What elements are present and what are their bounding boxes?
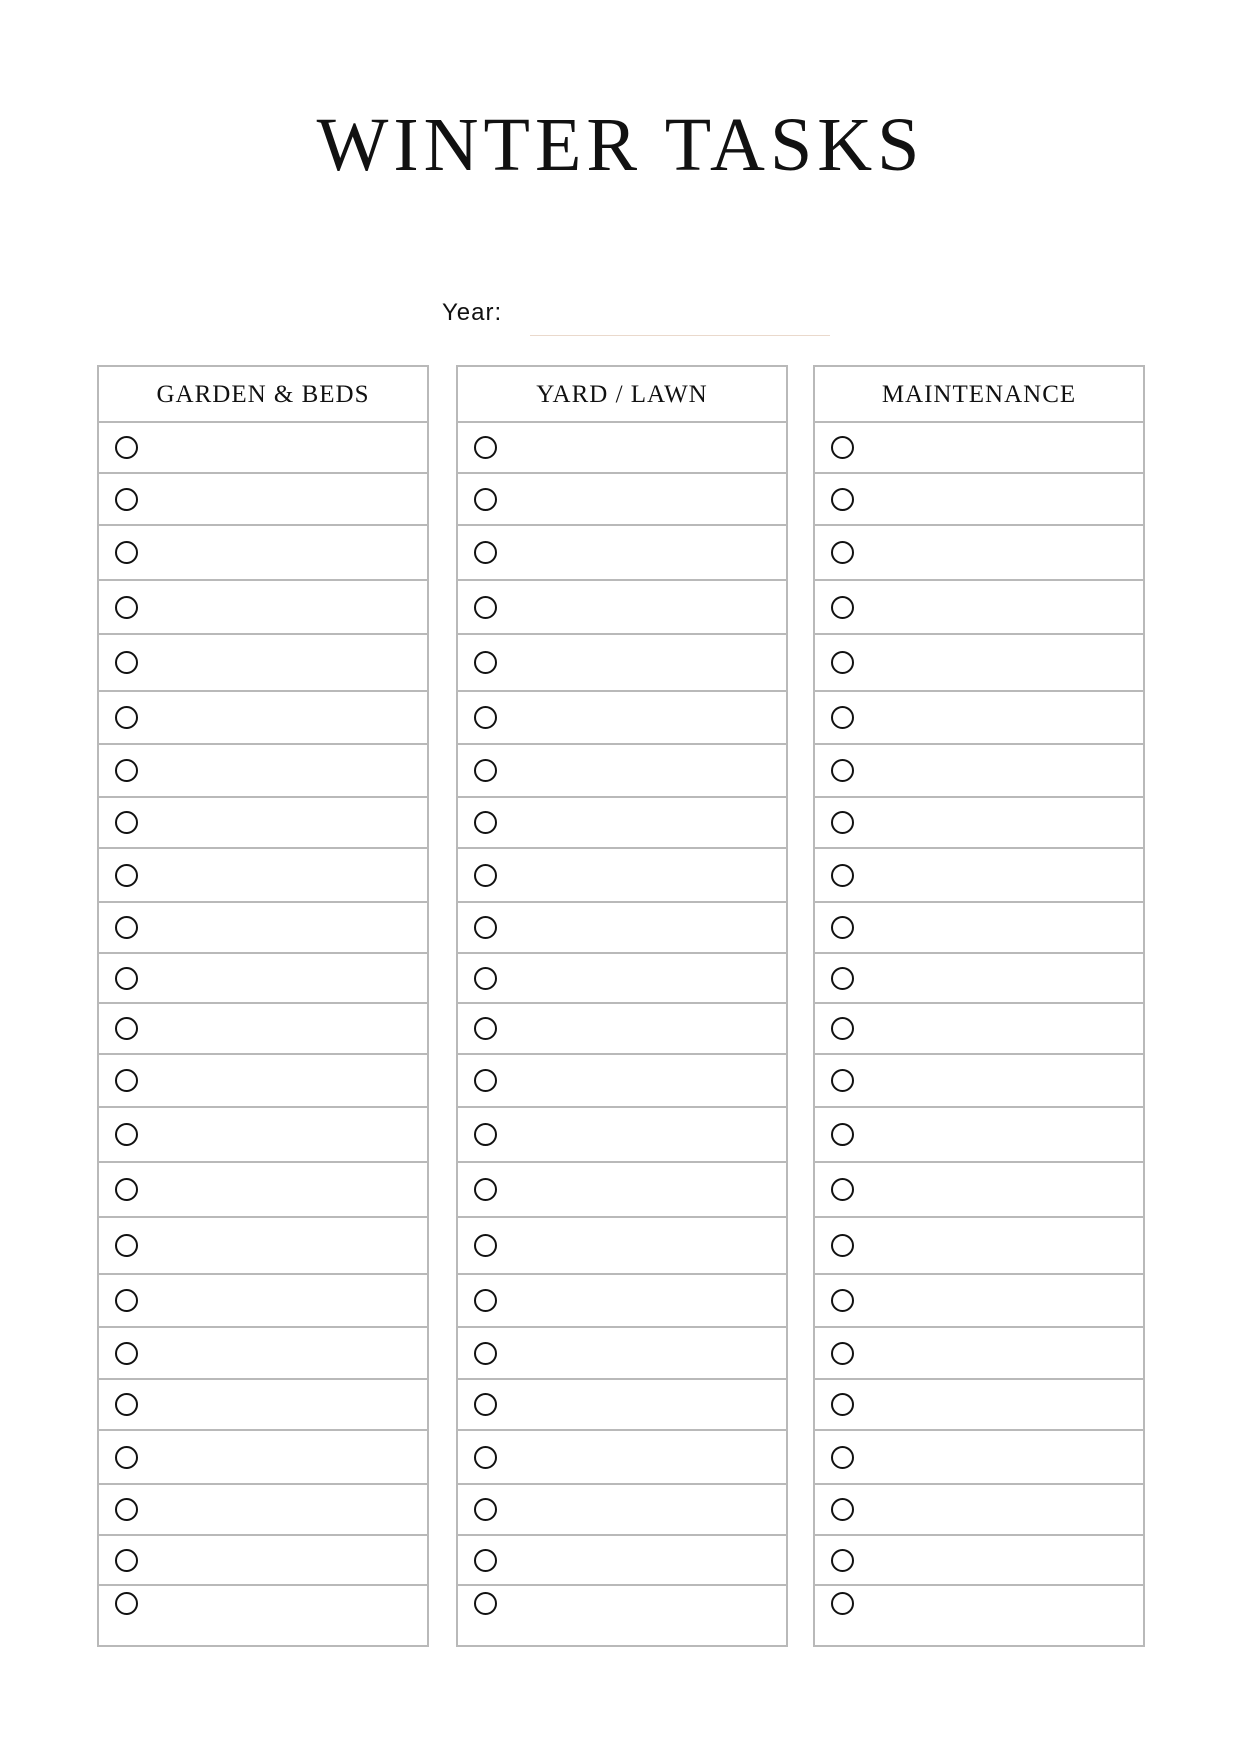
- task-row[interactable]: [815, 1108, 1143, 1163]
- task-row[interactable]: [458, 1431, 786, 1485]
- checkbox-circle-icon[interactable]: [115, 864, 138, 887]
- checkbox-circle-icon[interactable]: [831, 759, 854, 782]
- checkbox-circle-icon[interactable]: [831, 1178, 854, 1201]
- task-row[interactable]: [99, 581, 427, 635]
- checkbox-circle-icon[interactable]: [474, 1549, 497, 1572]
- task-row[interactable]: [99, 1218, 427, 1275]
- checkbox-circle-icon[interactable]: [115, 1069, 138, 1092]
- checkbox-circle-icon[interactable]: [474, 1498, 497, 1521]
- task-row[interactable]: [99, 1163, 427, 1218]
- checkbox-circle-icon[interactable]: [115, 1446, 138, 1469]
- checkbox-circle-icon[interactable]: [474, 651, 497, 674]
- task-row[interactable]: [458, 526, 786, 581]
- task-row[interactable]: [458, 1328, 786, 1380]
- task-row[interactable]: [99, 635, 427, 692]
- task-row[interactable]: [815, 1485, 1143, 1536]
- checkbox-circle-icon[interactable]: [474, 1446, 497, 1469]
- checkbox-circle-icon[interactable]: [115, 1234, 138, 1257]
- task-row[interactable]: [99, 745, 427, 798]
- task-row[interactable]: [458, 1108, 786, 1163]
- task-row[interactable]: [815, 474, 1143, 526]
- checkbox-circle-icon[interactable]: [115, 916, 138, 939]
- checkbox-circle-icon[interactable]: [831, 967, 854, 990]
- checkbox-circle-icon[interactable]: [115, 1549, 138, 1572]
- checkbox-circle-icon[interactable]: [831, 1549, 854, 1572]
- checkbox-circle-icon[interactable]: [831, 596, 854, 619]
- task-row[interactable]: [99, 423, 427, 474]
- checkbox-circle-icon[interactable]: [474, 706, 497, 729]
- checkbox-circle-icon[interactable]: [474, 1592, 497, 1615]
- checkbox-circle-icon[interactable]: [474, 596, 497, 619]
- task-row[interactable]: [99, 954, 427, 1004]
- checkbox-circle-icon[interactable]: [474, 916, 497, 939]
- checkbox-circle-icon[interactable]: [474, 1017, 497, 1040]
- task-row[interactable]: [815, 692, 1143, 745]
- checkbox-circle-icon[interactable]: [831, 1289, 854, 1312]
- checkbox-circle-icon[interactable]: [474, 811, 497, 834]
- task-row[interactable]: [99, 692, 427, 745]
- checkbox-circle-icon[interactable]: [474, 1393, 497, 1416]
- checkbox-circle-icon[interactable]: [115, 596, 138, 619]
- checkbox-circle-icon[interactable]: [474, 541, 497, 564]
- task-row[interactable]: [99, 1055, 427, 1108]
- checkbox-circle-icon[interactable]: [831, 811, 854, 834]
- task-row[interactable]: [458, 1485, 786, 1536]
- checkbox-circle-icon[interactable]: [474, 488, 497, 511]
- checkbox-circle-icon[interactable]: [115, 436, 138, 459]
- checkbox-circle-icon[interactable]: [474, 759, 497, 782]
- task-row[interactable]: [815, 423, 1143, 474]
- checkbox-circle-icon[interactable]: [115, 1342, 138, 1365]
- checkbox-circle-icon[interactable]: [115, 1178, 138, 1201]
- checkbox-circle-icon[interactable]: [831, 1069, 854, 1092]
- task-row[interactable]: [99, 526, 427, 581]
- task-row[interactable]: [815, 1431, 1143, 1485]
- task-row[interactable]: [815, 1218, 1143, 1275]
- checkbox-circle-icon[interactable]: [115, 811, 138, 834]
- checkbox-circle-icon[interactable]: [474, 1234, 497, 1257]
- year-label: Year:: [442, 299, 503, 326]
- checkbox-circle-icon[interactable]: [831, 1446, 854, 1469]
- checkbox-circle-icon[interactable]: [831, 706, 854, 729]
- checkbox-circle-icon[interactable]: [474, 1342, 497, 1365]
- task-row[interactable]: [815, 581, 1143, 635]
- checkbox-circle-icon[interactable]: [831, 916, 854, 939]
- checkbox-circle-icon[interactable]: [115, 967, 138, 990]
- task-list-maintenance: [815, 423, 1143, 1650]
- column-header-yard-lawn: YARD / LAWN: [458, 367, 786, 423]
- task-row[interactable]: [458, 745, 786, 798]
- task-row[interactable]: [815, 798, 1143, 849]
- checkbox-circle-icon[interactable]: [474, 1178, 497, 1201]
- checkbox-circle-icon[interactable]: [115, 488, 138, 511]
- task-row[interactable]: [99, 1108, 427, 1163]
- checkbox-circle-icon[interactable]: [831, 864, 854, 887]
- task-row[interactable]: [99, 903, 427, 954]
- year-input-line[interactable]: [530, 335, 830, 336]
- column-header-garden-beds: GARDEN & BEDS: [99, 367, 427, 423]
- task-row[interactable]: [458, 692, 786, 745]
- task-row[interactable]: [99, 1431, 427, 1485]
- task-row[interactable]: [458, 474, 786, 526]
- task-row[interactable]: [815, 526, 1143, 581]
- task-row[interactable]: [99, 474, 427, 526]
- column-header-maintenance: MAINTENANCE: [815, 367, 1143, 423]
- checkbox-circle-icon[interactable]: [474, 436, 497, 459]
- task-row[interactable]: [815, 1055, 1143, 1108]
- checkbox-circle-icon[interactable]: [831, 1342, 854, 1365]
- checkbox-circle-icon[interactable]: [831, 651, 854, 674]
- checkbox-circle-icon[interactable]: [474, 1069, 497, 1092]
- checkbox-circle-icon[interactable]: [115, 1393, 138, 1416]
- column-garden-beds: [97, 365, 429, 1647]
- checkbox-circle-icon[interactable]: [474, 1289, 497, 1312]
- task-row[interactable]: [458, 1536, 786, 1586]
- page-title: WINTER TASKS: [316, 103, 925, 187]
- checkbox-circle-icon[interactable]: [115, 759, 138, 782]
- task-row[interactable]: [458, 1586, 786, 1650]
- task-row[interactable]: [815, 635, 1143, 692]
- task-row[interactable]: [458, 581, 786, 635]
- task-row[interactable]: [99, 1004, 427, 1055]
- checkbox-circle-icon[interactable]: [115, 1289, 138, 1312]
- checkbox-circle-icon[interactable]: [474, 967, 497, 990]
- checkbox-circle-icon[interactable]: [474, 1123, 497, 1146]
- checkbox-circle-icon[interactable]: [115, 651, 138, 674]
- task-row[interactable]: [458, 1163, 786, 1218]
- checkbox-circle-icon[interactable]: [831, 1393, 854, 1416]
- column-yard-lawn: [456, 365, 788, 1647]
- task-row[interactable]: [815, 954, 1143, 1004]
- task-row[interactable]: [458, 635, 786, 692]
- column-maintenance: [813, 365, 1145, 1647]
- task-row[interactable]: [458, 423, 786, 474]
- checkbox-circle-icon[interactable]: [115, 706, 138, 729]
- task-list-garden-beds: [99, 423, 427, 1650]
- checkbox-circle-icon[interactable]: [831, 541, 854, 564]
- task-row[interactable]: [815, 1004, 1143, 1055]
- task-row[interactable]: [458, 954, 786, 1004]
- checkbox-circle-icon[interactable]: [474, 864, 497, 887]
- task-row[interactable]: [458, 1055, 786, 1108]
- task-row[interactable]: [458, 903, 786, 954]
- checkbox-circle-icon[interactable]: [115, 1123, 138, 1146]
- task-row[interactable]: [458, 1275, 786, 1328]
- task-row[interactable]: [99, 1536, 427, 1586]
- checkbox-circle-icon[interactable]: [831, 1017, 854, 1040]
- task-row[interactable]: [99, 1380, 427, 1431]
- checkbox-circle-icon[interactable]: [831, 1123, 854, 1146]
- task-row[interactable]: [458, 1218, 786, 1275]
- checkbox-circle-icon[interactable]: [831, 436, 854, 459]
- task-row[interactable]: [815, 903, 1143, 954]
- task-row[interactable]: [815, 1380, 1143, 1431]
- task-row[interactable]: [815, 1275, 1143, 1328]
- task-row[interactable]: [99, 1275, 427, 1328]
- task-row[interactable]: [99, 1328, 427, 1380]
- task-row[interactable]: [458, 849, 786, 903]
- task-row[interactable]: [815, 745, 1143, 798]
- task-row[interactable]: [815, 1328, 1143, 1380]
- task-row[interactable]: [458, 1004, 786, 1055]
- task-row[interactable]: [458, 1380, 786, 1431]
- task-row[interactable]: [458, 798, 786, 849]
- checkbox-circle-icon[interactable]: [115, 541, 138, 564]
- task-row[interactable]: [815, 1536, 1143, 1586]
- task-row[interactable]: [99, 1485, 427, 1536]
- task-list-yard-lawn: [458, 423, 786, 1650]
- task-row[interactable]: [815, 849, 1143, 903]
- checkbox-circle-icon[interactable]: [115, 1017, 138, 1040]
- task-row[interactable]: [99, 798, 427, 849]
- checkbox-circle-icon[interactable]: [831, 1498, 854, 1521]
- task-row[interactable]: [815, 1163, 1143, 1218]
- checkbox-circle-icon[interactable]: [831, 1592, 854, 1615]
- checkbox-circle-icon[interactable]: [115, 1592, 138, 1615]
- task-row[interactable]: [815, 1586, 1143, 1650]
- checkbox-circle-icon[interactable]: [115, 1498, 138, 1521]
- task-row[interactable]: [99, 1586, 427, 1650]
- checkbox-circle-icon[interactable]: [831, 1234, 854, 1257]
- task-row[interactable]: [99, 849, 427, 903]
- checkbox-circle-icon[interactable]: [831, 488, 854, 511]
